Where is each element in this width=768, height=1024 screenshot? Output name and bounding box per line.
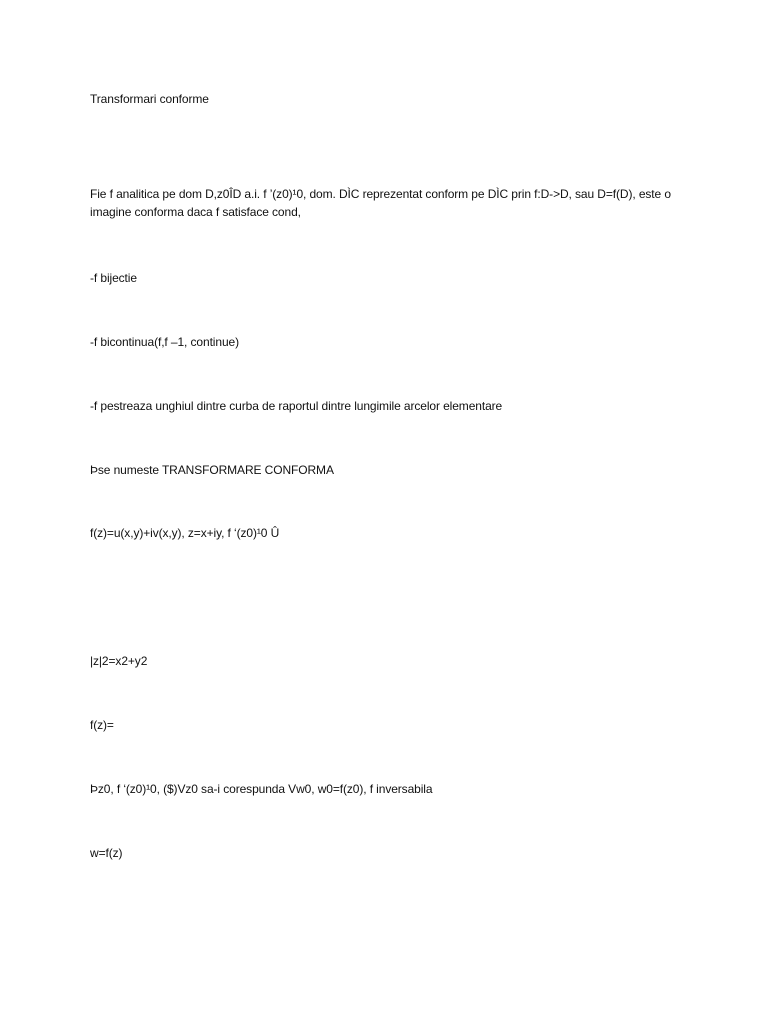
paragraph-definition: Fie f analitica pe dom D,z0ÎD a.i. f ’(z0)¹0, dom. DÌC reprezentat conform pe DÌC prin f:D->D, sau D=f(D), este o imagine conforma daca f satisface cond, <box>90 187 675 219</box>
document-title: Transformari conforme <box>90 92 209 106</box>
paragraph-function-form: f(z)=u(x,y)+iv(x,y), z=x+iy, f ‘(z0)¹0 Û <box>90 526 280 540</box>
paragraph-bicontinuous: -f bicontinua(f,f –1, continue) <box>90 335 239 349</box>
paragraph-fz: f(z)= <box>90 718 114 732</box>
paragraph-modulus: |z|2=x2+y2 <box>90 654 148 668</box>
paragraph-angle: -f pestreaza unghiul dintre curba de raportul dintre lungimile arcelor elementare <box>90 399 503 413</box>
paragraph-w: w=f(z) <box>90 846 123 860</box>
paragraph-conclusion: Þse numeste TRANSFORMARE CONFORMA <box>90 463 334 477</box>
paragraph-inverse: Þz0, f ‘(z0)¹0, ($)Vz0 sa-i corespunda Vw0, w0=f(z0), f inversabila <box>90 782 433 796</box>
paragraph-bijection: -f bijectie <box>90 271 137 285</box>
